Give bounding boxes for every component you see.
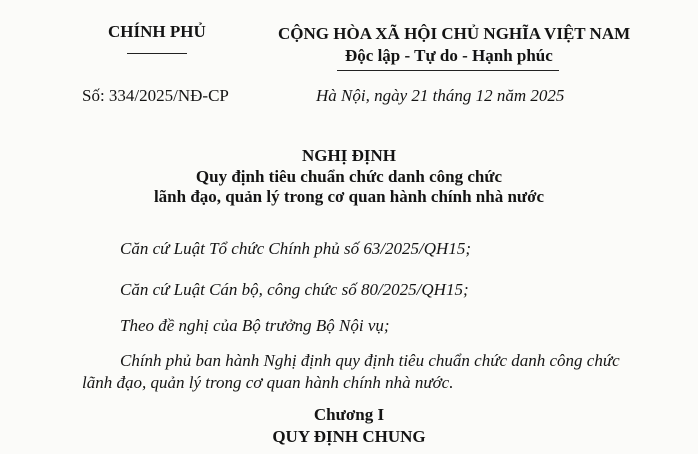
document-title-line-2: lãnh đạo, quản lý trong cơ quan hành chính nhà nước (153, 187, 545, 206)
document-number: Số: 334/2025/NĐ-CP (82, 86, 229, 105)
chapter-title: QUY ĐỊNH CHUNG (272, 427, 426, 446)
document-type: NGHỊ ĐỊNH (302, 146, 396, 165)
national-motto: Độc lập - Tự do - Hạnh phúc (345, 46, 553, 65)
issuer-name: CHÍNH PHỦ (108, 22, 206, 41)
promulgation-line-1: Chính phủ ban hành Nghị định quy định tiêu chuẩn chức danh công chức (120, 351, 620, 370)
motto-underline (337, 70, 559, 71)
issuer-underline (127, 53, 187, 54)
legal-basis-2: Căn cứ Luật Cán bộ, công chức số 80/2025/QH15; (120, 280, 469, 299)
chapter-label: Chương I (313, 405, 385, 424)
place-and-date: Hà Nội, ngày 21 tháng 12 năm 2025 (316, 86, 565, 105)
country-name: CỘNG HÒA XÃ HỘI CHỦ NGHĨA VIỆT NAM (278, 24, 631, 43)
promulgation-line-2: lãnh đạo, quản lý trong cơ quan hành chính nhà nước. (82, 373, 454, 392)
document-title-line-1: Quy định tiêu chuẩn chức danh công chức (195, 167, 503, 186)
legal-basis-1: Căn cứ Luật Tổ chức Chính phủ số 63/2025/QH15; (120, 239, 471, 258)
proposal-line: Theo đề nghị của Bộ trưởng Bộ Nội vụ; (120, 316, 390, 335)
